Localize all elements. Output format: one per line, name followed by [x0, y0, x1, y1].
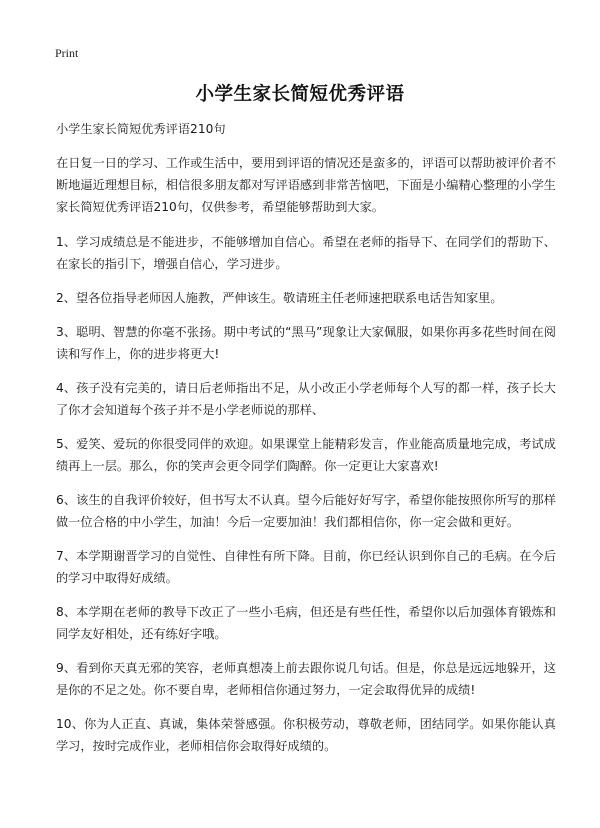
- comment-item: 9、看到你天真无邪的笑容，老师真想凑上前去跟你说几句话。但是，你总是远远地躲开，这是你的不足之处。你不要自卑，老师相信你通过努力，一定会取得优异的成绩!: [56, 661, 556, 697]
- comment-item: 10、你为人正直、真诚，集体荣誉感强。你积极劳动，尊敬老师，团结同学。如果你能认真学习，按时完成作业，老师相信你会取得好成绩的。: [56, 717, 556, 753]
- intro-paragraph: 在日复一日的学习、工作或生活中，要用到评语的情况还是蛮多的，评语可以帮助被评价者不断地逼近理想目标，相信很多朋友都对写评语感到非常苦恼吧，下面是小编精心整理的小学生家长简短优秀评语210句，仅供参考，希望能够帮助到大家。: [56, 156, 556, 214]
- comment-item: 4、孩子没有完美的，请日后老师指出不足，从小改正小学老师每个人写的都一样，孩子长大了你才会知道每个孩子并不是小学老师说的那样、: [56, 381, 556, 417]
- print-link[interactable]: Print: [55, 46, 79, 60]
- comment-item: 8、本学期在老师的教导下改正了一些小毛病，但还是有些任性，希望你以后加强体育锻炼和同学友好相处，还有练好字哦。: [56, 605, 556, 641]
- comment-item: 1、学习成绩总是不能进步，不能够增加自信心。希望在老师的指导下、在同学们的帮助下、在家长的指引下，增强自信心，学习进步。: [56, 235, 556, 271]
- comment-item: 6、该生的自我评价较好，但书写太不认真。望今后能好好写字，希望你能按照你所写的那样做一位合格的中小学生，加油！今后一定要加油！我们都相信你，你一定会做和更好。: [56, 493, 556, 529]
- article-title: 小学生家长简短优秀评语: [195, 84, 405, 105]
- comment-item: 5、爱笑、爱玩的你很受同伴的欢迎。如果课堂上能精彩发言，作业能高质量地完成，考试成绩再上一层。那么，你的笑声会更令同学们陶醉。你一定更让大家喜欢!: [56, 437, 556, 473]
- article-subtitle: 小学生家长简短优秀评语210句: [56, 122, 226, 136]
- comment-item: 7、本学期谢晋学习的自觉性、自律性有所下降。目前，你已经认识到你自己的毛病。在今后的学习中取得好成绩。: [56, 549, 556, 585]
- article-body: [56, 118, 556, 769]
- comment-item: 2、望各位指导老师因人施教，严伸该生。敬请班主任老师速把联系电话告知家里。: [56, 291, 503, 305]
- comment-item: 3、聪明、智慧的你毫不张扬。期中考试的“黑马”现象让大家佩服，如果你再多花些时间在阅读和写作上，你的进步将更大!: [56, 325, 556, 361]
